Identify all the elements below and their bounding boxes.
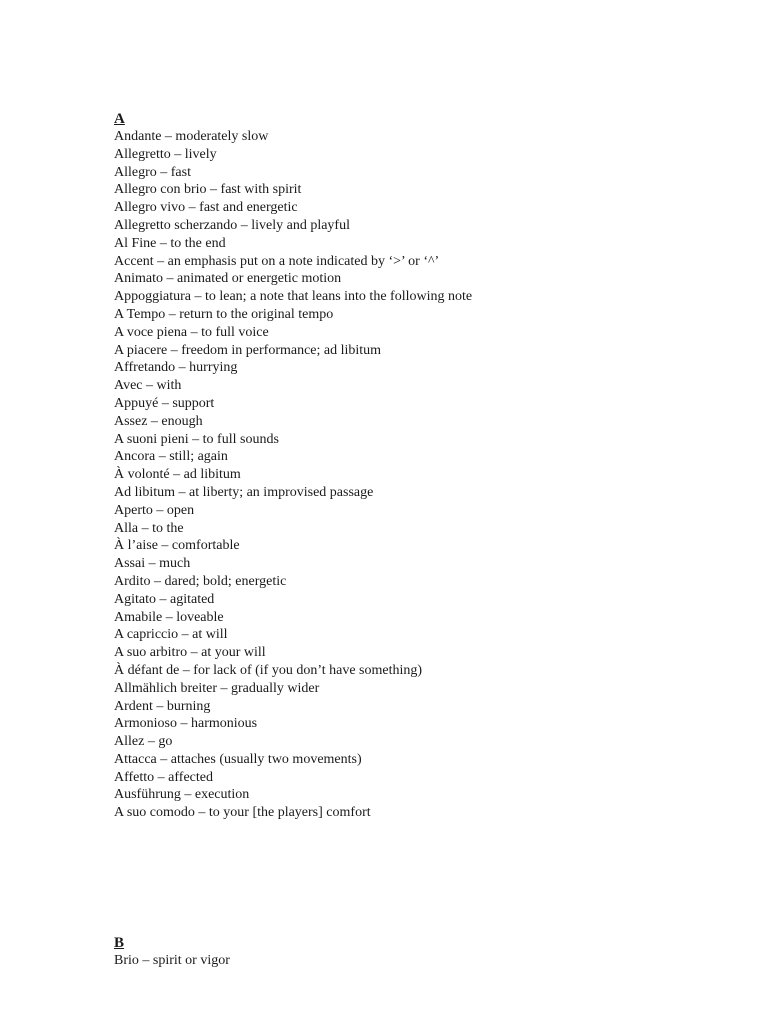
section-heading: B xyxy=(114,935,125,951)
term-entry: Ausführung – execution xyxy=(114,787,250,803)
term-entry: Allegro con brio – fast with spirit xyxy=(114,182,302,198)
term-entry: Appuyé – support xyxy=(114,395,215,411)
term-entry: Ardent – burning xyxy=(114,698,211,714)
term-entry: Amabile – loveable xyxy=(114,609,224,625)
section-heading: A xyxy=(114,111,125,127)
term-entry: Alla – to the xyxy=(114,520,184,536)
term-entry: A voce piena – to full voice xyxy=(114,324,269,340)
term-entry: A piacere – freedom in performance; ad libitum xyxy=(114,342,382,358)
term-entry: Attacca – attaches (usually two movements) xyxy=(114,751,362,767)
term-entry: Armonioso – harmonious xyxy=(114,716,258,732)
section-a xyxy=(114,110,734,822)
term-entry: Ad libitum – at liberty; an improvised passage xyxy=(114,484,374,500)
term-list xyxy=(114,128,734,822)
term-entry: Andante – moderately slow xyxy=(114,129,269,144)
term-entry: Al Fine – to the end xyxy=(114,235,226,251)
term-entry: Affetto – affected xyxy=(114,769,213,785)
term-entry: À volonté – ad libitum xyxy=(114,467,241,483)
term-entry: Allegretto scherzando – lively and playful xyxy=(114,217,350,233)
term-entry: A suo comodo – to your [the players] comfort xyxy=(114,805,371,821)
term-entry: Allez – go xyxy=(114,734,173,750)
term-entry: A suo arbitro – at your will xyxy=(114,645,266,661)
term-entry: Ancora – still; again xyxy=(114,449,228,465)
term-entry: Ardito – dared; bold; energetic xyxy=(114,573,287,589)
term-entry: Assez – enough xyxy=(114,413,203,429)
term-entry: Accent – an emphasis put on a note indicated by ‘>’ or ‘^’ xyxy=(114,253,440,269)
term-entry: Affretando – hurrying xyxy=(114,360,238,376)
term-entry: Brio – spirit or vigor xyxy=(114,953,230,968)
term-entry: A capriccio – at will xyxy=(114,627,228,643)
term-entry: Assai – much xyxy=(114,556,191,572)
term-entry: À défant de – for lack of (if you don’t have something) xyxy=(114,662,423,678)
term-entry: Agitato – agitated xyxy=(114,591,215,607)
term-entry: Appoggiatura – to lean; a note that leans into the following note xyxy=(114,289,473,305)
term-entry: Animato – animated or energetic motion xyxy=(114,271,342,287)
term-entry: Aperto – open xyxy=(114,502,195,518)
term-entry: Allegro vivo – fast and energetic xyxy=(114,200,298,216)
term-entry: À l’aise – comfortable xyxy=(114,538,240,554)
term-entry: Allegretto – lively xyxy=(114,146,217,162)
term-list xyxy=(114,952,734,970)
section-b xyxy=(114,934,734,970)
term-entry: Allegro – fast xyxy=(114,164,191,180)
term-entry: Avec – with xyxy=(114,378,182,394)
term-entry: Allmählich breiter – gradually wider xyxy=(114,680,320,696)
term-entry: A suoni pieni – to full sounds xyxy=(114,431,279,447)
term-entry: A Tempo – return to the original tempo xyxy=(114,306,334,322)
